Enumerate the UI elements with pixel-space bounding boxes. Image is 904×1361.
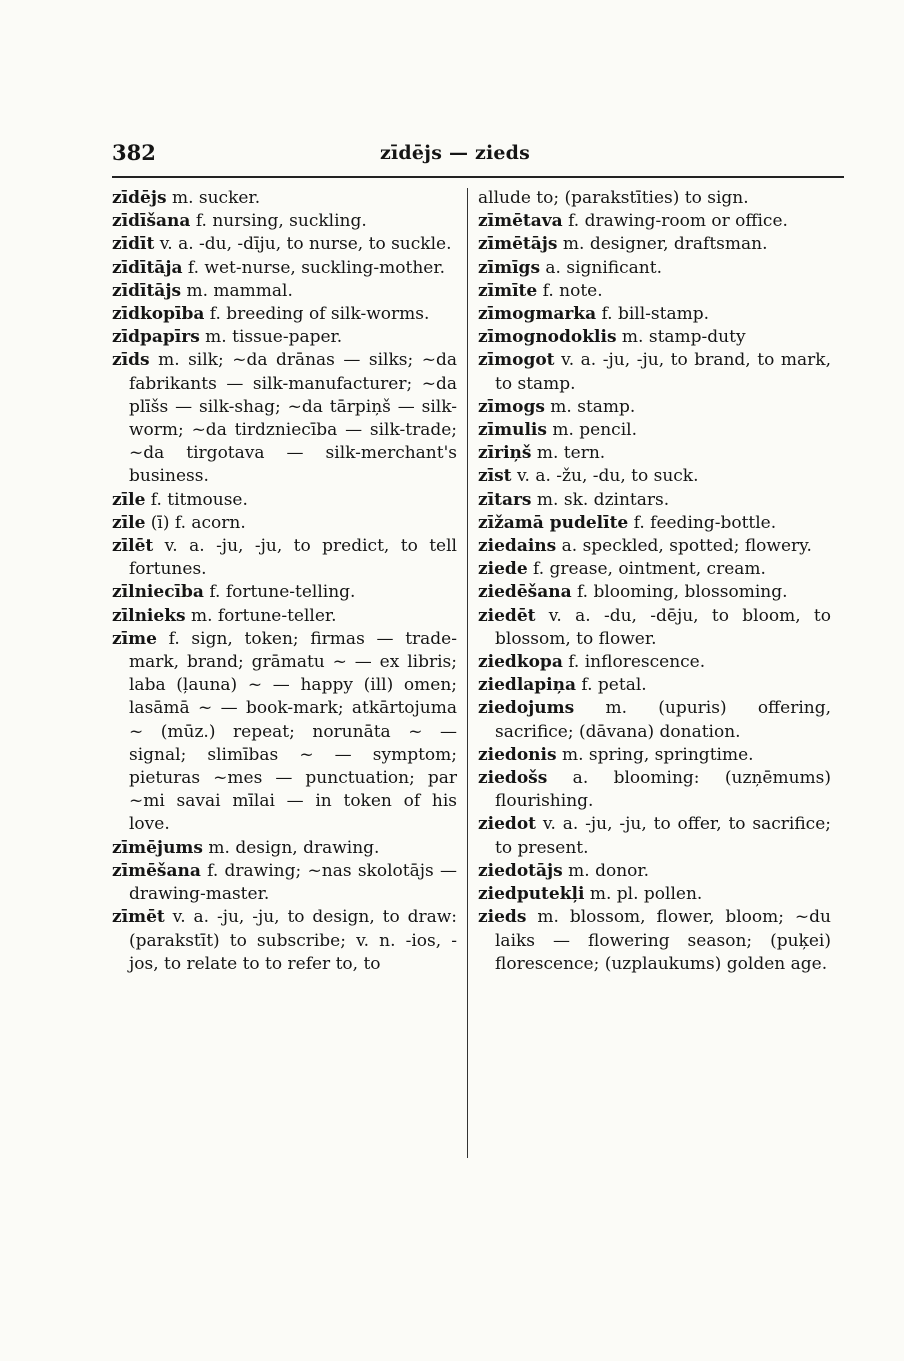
dictionary-entry (112, 906, 457, 976)
dictionary-entry (478, 767, 831, 813)
entry-headword: zīmogs (478, 396, 545, 417)
entry-definition: a. significant. (540, 257, 662, 278)
entry-headword: zīlnieks (112, 605, 186, 626)
entry-headword: zīlniecība (112, 582, 204, 603)
dictionary-entry (478, 489, 831, 512)
entry-definition: m. sk. dzintars. (531, 489, 670, 510)
dictionary-entry (478, 605, 831, 651)
entry-definition: f. feeding-bottle. (628, 512, 777, 533)
entry-definition: m. (upuris) offering, sacrifice; (dāvana) donation. (495, 698, 831, 742)
entry-definition: m. mammal. (181, 280, 293, 301)
dictionary-entry (478, 210, 831, 233)
dictionary-entry (112, 860, 457, 906)
page-header (112, 140, 844, 172)
dictionary-entry (478, 744, 831, 767)
page-number: 382 (112, 140, 156, 165)
entry-headword: zieds (478, 907, 527, 928)
entry-headword: ziedošs (478, 768, 548, 789)
entry-definition: f. nursing, suckling. (190, 211, 367, 232)
running-head: zīdējs — zieds (380, 142, 531, 164)
dictionary-entry (478, 442, 831, 465)
entry-headword: zīds (112, 350, 150, 371)
entry-headword: zīdpapīrs (112, 327, 200, 348)
entry-headword: ziedēšana (478, 582, 572, 603)
left-column (112, 187, 457, 976)
dictionary-entry (112, 210, 457, 233)
entry-definition: v. a. -ju, -ju, to brand, to mark, to stamp. (495, 350, 831, 394)
entry-headword: zīle (112, 512, 146, 533)
right-column (478, 187, 831, 976)
entry-definition: f. sign, token; firmas — trade-mark, brand; grāmatu ~ — ex libris; laba (ļauna) ~ — happy (ill) omen; lasāmā ~ — book-mark; atkārtojuma ~ (mūz.) repeat; norunāta ~ — signal; slimības ~ — symptom; pieturas ~mes — punctuation; par ~mi savai mīlai — in token of his love. (129, 628, 457, 835)
entry-headword: zītars (478, 489, 532, 510)
dictionary-entry (112, 581, 457, 604)
dictionary-entry (112, 187, 457, 210)
entry-headword: ziedēt (478, 605, 536, 626)
entry-headword: zīmogot (478, 350, 555, 371)
dictionary-entry (112, 489, 457, 512)
entry-headword: zīžamā pudelīte (478, 512, 629, 533)
entry-definition: m. stamp. (544, 396, 636, 417)
dictionary-entry (478, 883, 831, 906)
dictionary-entry (478, 187, 831, 210)
entry-definition: allude to; (parakstīties) to sign. (478, 188, 749, 208)
dictionary-entry (478, 581, 831, 604)
entry-headword: zīdējs (112, 188, 167, 208)
entry-definition: m. silk; ~da drānas — silks; ~da fabrikants — silk-manufacturer; ~da plīšs — silk-shag; ~da tārpiņš — silk-worm; ~da tirdzniecība — silk-trade; ~da tirgotava — silk-merchant's business. (129, 350, 457, 487)
entry-headword: ziedputekļi (478, 884, 585, 905)
dictionary-entry (112, 280, 457, 303)
entry-headword: zīmīte (478, 280, 538, 301)
entry-headword: ziedotājs (478, 860, 563, 881)
entry-definition: m. pl. pollen. (584, 884, 703, 905)
dictionary-entry (112, 512, 457, 535)
column-divider (467, 188, 468, 1158)
dictionary-entry (112, 628, 457, 837)
entry-definition: v. a. -ju, -ju, to predict, to tell fortunes. (129, 536, 457, 580)
dictionary-entry (478, 558, 831, 581)
entry-definition: m. donor. (562, 860, 650, 881)
entry-definition: f. inflorescence. (562, 652, 706, 673)
entry-headword: zīdīt (112, 234, 155, 255)
dictionary-entry (478, 813, 831, 859)
dictionary-entry (478, 860, 831, 883)
entry-definition: v. a. -ju, -ju, to offer, to sacrifice; to present. (495, 814, 831, 858)
entry-headword: zīmulis (478, 420, 547, 441)
entry-definition: (ī) f. acorn. (145, 512, 246, 533)
entry-definition: m. design, drawing. (203, 837, 380, 858)
entry-headword: zīmējums (112, 837, 203, 858)
dictionary-entry (478, 233, 831, 256)
dictionary-entry (112, 535, 457, 581)
entry-definition: v. a. -ju, -ju, to design, to draw: (parakstīt) to subscribe; v. n. -ios, -jos, to relate to to refer to, to (129, 907, 457, 974)
entry-definition: v. a. -du, -dīju, to nurse, to suckle. (154, 234, 452, 255)
dictionary-entry (478, 651, 831, 674)
entry-definition: f. blooming, blossoming. (571, 582, 788, 603)
entry-definition: f. drawing; ~nas skolotājs — drawing-master. (129, 860, 457, 905)
entry-headword: ziedonis (478, 744, 557, 765)
dictionary-entry (478, 697, 831, 743)
dictionary-entry (478, 465, 831, 488)
dictionary-entry (478, 512, 831, 535)
entry-definition: v. a. -du, -dēju, to bloom, to blossom, to flower. (495, 605, 831, 649)
entry-definition: m. fortune-teller. (185, 605, 337, 626)
entry-headword: zīriņš (478, 443, 532, 464)
entry-definition: f. grease, ointment, cream. (527, 559, 766, 580)
dictionary-entry (478, 257, 831, 280)
entry-headword: zīmētājs (478, 234, 558, 255)
entry-headword: zīmognodoklis (478, 327, 617, 348)
entry-headword: zīme (112, 628, 157, 649)
entry-headword: ziedlapiņa (478, 675, 577, 696)
entry-headword: zīdīšana (112, 211, 191, 232)
entry-headword: zīle (112, 489, 146, 510)
entry-definition: f. breeding of silk-worms. (204, 304, 430, 325)
dictionary-entry (112, 257, 457, 280)
entry-headword: ziedojums (478, 698, 575, 719)
entry-definition: f. note. (537, 280, 603, 301)
entry-headword: zīlēt (112, 536, 154, 557)
dictionary-entry (478, 535, 831, 558)
entry-definition: m. tern. (531, 443, 606, 464)
header-rule (112, 176, 844, 178)
entry-definition: m. pencil. (546, 420, 637, 441)
entry-definition: a. speckled, spotted; flowery. (556, 536, 812, 557)
dictionary-entry (112, 326, 457, 349)
dictionary-entry (112, 605, 457, 628)
dictionary-entry (478, 396, 831, 419)
entry-definition: f. titmouse. (145, 489, 248, 510)
entry-definition: m. blossom, flower, bloom; ~du laiks — flowering season; (puķei) florescence; (uzplaukums) golden age. (495, 907, 831, 974)
entry-definition: f. bill-stamp. (596, 304, 710, 325)
entry-headword: zīmogmarka (478, 304, 597, 325)
entry-definition: f. fortune-telling. (203, 582, 356, 603)
entry-headword: zīdkopība (112, 304, 205, 325)
entry-headword: zīmētava (478, 211, 563, 232)
dictionary-entry (478, 326, 831, 349)
entry-definition: f. petal. (576, 675, 647, 696)
dictionary-entry (112, 349, 457, 488)
entry-headword: zīdītājs (112, 280, 182, 301)
entry-headword: ziedains (478, 536, 557, 557)
entry-definition: f. wet-nurse, suckling-mother. (182, 257, 446, 278)
entry-headword: ziedkopa (478, 652, 563, 673)
entry-headword: zīmīgs (478, 257, 541, 278)
entry-definition: m. designer, draftsman. (557, 234, 768, 255)
dictionary-entry (478, 280, 831, 303)
entry-headword: zīdītāja (112, 257, 183, 278)
dictionary-entry (478, 303, 831, 326)
dictionary-entry (478, 419, 831, 442)
entry-headword: ziede (478, 559, 528, 580)
entry-headword: zīmēšana (112, 860, 201, 881)
dictionary-entry (112, 233, 457, 256)
entry-definition: a. blooming: (uzņēmums) flourishing. (495, 768, 831, 812)
entry-headword: zīst (478, 466, 512, 487)
dictionary-entry (478, 349, 831, 395)
dictionary-entry (112, 303, 457, 326)
entry-definition: v. a. -žu, -du, to suck. (511, 466, 699, 487)
entry-definition: m. sucker. (166, 188, 261, 208)
entry-definition: m. stamp-duty (616, 327, 746, 348)
dictionary-entry (478, 906, 831, 976)
entry-headword: zīmēt (112, 907, 165, 928)
entry-definition: m. spring, springtime. (556, 744, 754, 765)
entry-definition: f. drawing-room or office. (562, 211, 788, 232)
entry-definition: m. tissue-paper. (199, 327, 343, 348)
dictionary-entry (112, 837, 457, 860)
entry-headword: ziedot (478, 814, 537, 835)
dictionary-entry (478, 674, 831, 697)
